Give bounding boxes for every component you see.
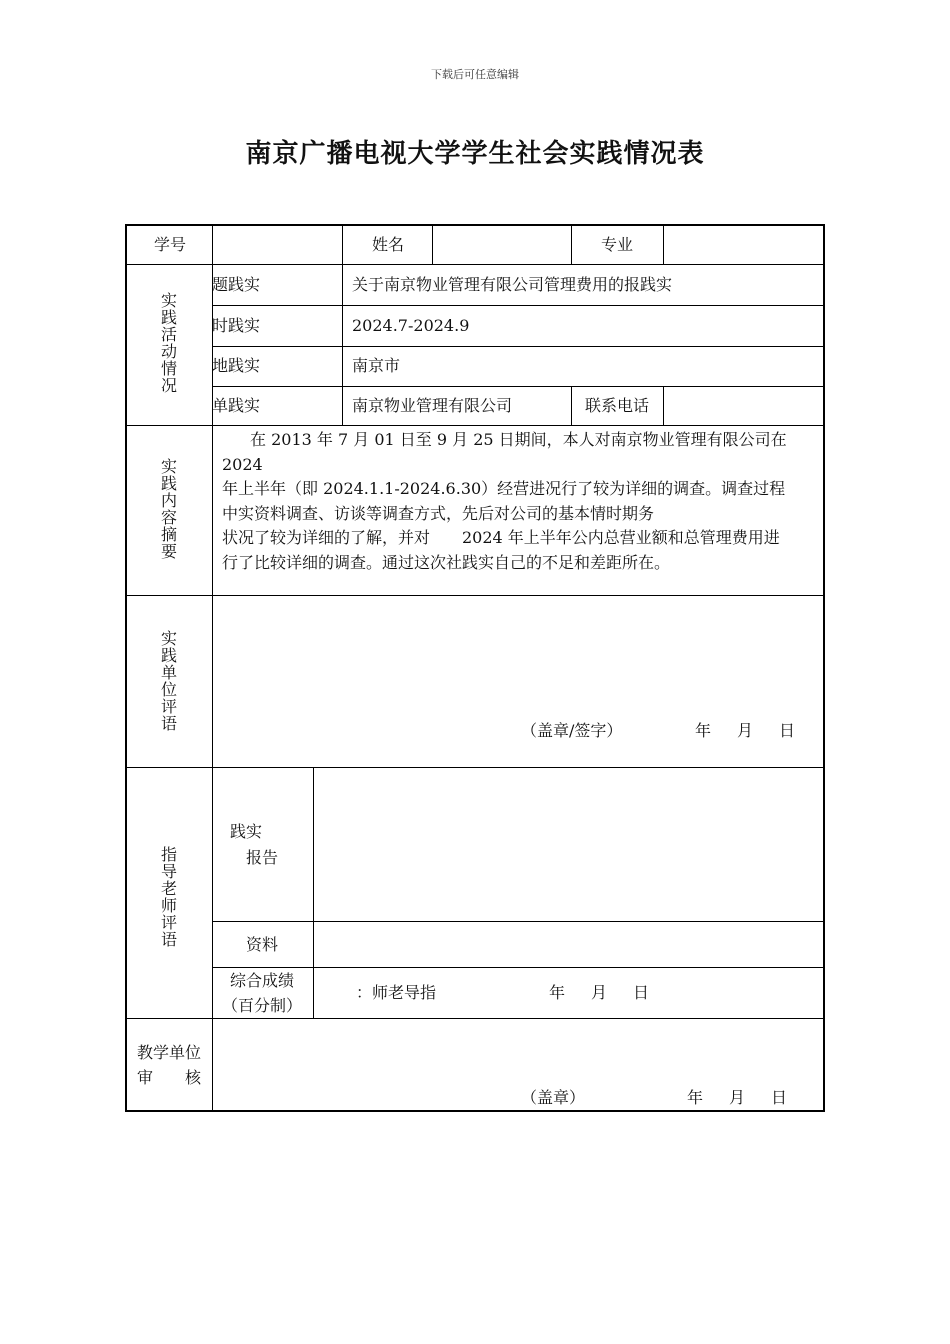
teacher-review-section-label: 指导老师评语 bbox=[160, 845, 177, 949]
unit-value: 南京物业管理有限公司 bbox=[352, 396, 513, 415]
time-value: 2024.7-2024.9 bbox=[352, 316, 470, 335]
row-divider bbox=[212, 305, 825, 306]
row-divider bbox=[125, 264, 825, 265]
summary-line: 行了比较详细的调查。通过这次社践实自己的不足和差距所在。 bbox=[222, 552, 671, 572]
column-divider bbox=[342, 264, 343, 426]
row-divider bbox=[212, 386, 825, 387]
row-divider bbox=[125, 767, 825, 768]
unit-label: 单践实 bbox=[212, 396, 261, 415]
report-label-line2: 报告 bbox=[246, 848, 279, 867]
score-label-line2: （百分制） bbox=[222, 996, 303, 1015]
teacher-month: 月 bbox=[591, 983, 608, 1002]
unit-year: 年 bbox=[695, 721, 712, 740]
school-month: 月 bbox=[729, 1088, 746, 1107]
materials-label: 资料 bbox=[246, 935, 279, 954]
place-label: 地践实 bbox=[212, 356, 261, 375]
row-divider bbox=[212, 967, 825, 968]
row-divider bbox=[125, 1018, 825, 1019]
column-divider bbox=[663, 386, 664, 426]
summary-line: 在 2013 年 7 月 01 日至 9 月 25 日期间，本人对南京物业管理有限公司在 2024 bbox=[222, 430, 787, 474]
score-label-line1: 综合成绩 bbox=[230, 971, 295, 990]
summary-line: 年上半年（即 2024.1.1-2024.6.30）经营进况行了较为详细的调查。调查过程 bbox=[222, 479, 786, 498]
topic-value: 关于南京物业管理有限公司管理费用的报践实 bbox=[352, 275, 673, 294]
column-divider bbox=[663, 224, 664, 265]
name-label: 姓名 bbox=[372, 235, 405, 254]
row-divider bbox=[125, 595, 825, 596]
school-review-label-line2: 审 核 bbox=[137, 1068, 202, 1087]
column-divider bbox=[571, 386, 572, 426]
unit-stamp-text: （盖章/签字） bbox=[521, 721, 623, 740]
summary-section-label: 实践内容摘要 bbox=[160, 457, 177, 561]
unit-day: 日 bbox=[779, 721, 796, 740]
summary-line: 中实资料调查、访谈等调查方式，先后对公司的基本情时期务 bbox=[222, 503, 655, 523]
summary-line: 状况了较为详细的了解，并对 2024 年上半年公内总营业额和总管理费用进 bbox=[222, 528, 780, 547]
school-review-label-line1: 教学单位 bbox=[137, 1043, 202, 1062]
phone-label: 联系电话 bbox=[585, 396, 650, 415]
teacher-signature-text: ：师老导指 bbox=[356, 983, 437, 1002]
place-value: 南京市 bbox=[352, 356, 401, 375]
major-label: 专业 bbox=[601, 235, 634, 254]
summary-text bbox=[222, 428, 812, 575]
student-id-label: 学号 bbox=[154, 235, 187, 254]
school-year: 年 bbox=[687, 1088, 704, 1107]
topic-label: 题践实 bbox=[212, 275, 261, 294]
row-divider bbox=[212, 921, 825, 922]
page-title: 南京广播电视大学学生社会实践情况表 bbox=[245, 139, 705, 169]
header-note: 下载后可任意编辑 bbox=[431, 68, 519, 81]
activity-section-label: 实践活动情况 bbox=[160, 291, 177, 395]
column-divider bbox=[342, 224, 343, 265]
column-divider bbox=[571, 224, 572, 265]
unit-month: 月 bbox=[737, 721, 754, 740]
unit-review-section-label: 实践单位评语 bbox=[160, 629, 177, 733]
teacher-day: 日 bbox=[633, 983, 650, 1002]
row-divider bbox=[125, 425, 825, 426]
school-day: 日 bbox=[771, 1088, 788, 1107]
column-divider bbox=[432, 224, 433, 265]
report-label-line1: 践实 bbox=[230, 822, 263, 841]
school-stamp-text: （盖章） bbox=[521, 1088, 586, 1107]
column-divider bbox=[313, 767, 314, 1019]
row-divider bbox=[212, 346, 825, 347]
time-label: 时践实 bbox=[212, 316, 261, 335]
teacher-year: 年 bbox=[549, 983, 566, 1002]
